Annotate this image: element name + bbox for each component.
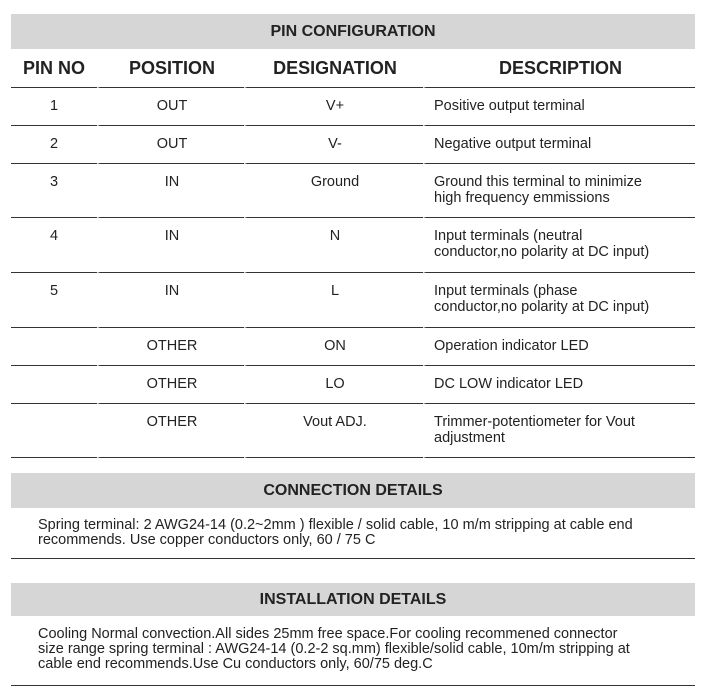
cell-designation <box>244 273 423 328</box>
cell-description <box>423 88 695 126</box>
cell-position-text: OTHER <box>146 414 198 430</box>
description-line: Positive output terminal <box>434 98 585 114</box>
cell-pin-no-text: 2 <box>49 136 59 152</box>
cell-position <box>97 126 244 164</box>
cell-designation <box>244 218 423 273</box>
installation-line: cable end recommends.Use Cu conductors only, 60/75 deg.C <box>38 656 433 672</box>
table-row <box>11 273 695 328</box>
description-line: Ground this terminal to minimize <box>434 174 642 190</box>
connection-line: Spring terminal: 2 AWG24-14 (0.2~2mm ) flexible / solid cable, 10 m/m stripping at cable end <box>38 517 633 533</box>
description-line: Input terminals (phase <box>434 283 578 299</box>
table-row <box>11 328 695 366</box>
cell-pin-no <box>11 404 97 458</box>
cell-designation-text: V+ <box>325 98 345 114</box>
table-row <box>11 366 695 404</box>
table-header-row <box>11 49 695 88</box>
table-row <box>11 126 695 164</box>
description-line: conductor,no polarity at DC input) <box>434 299 650 315</box>
cell-pin-no <box>11 218 97 273</box>
cell-designation-text: V- <box>328 136 342 152</box>
cell-description <box>423 328 695 366</box>
cell-designation-text: Ground <box>310 174 360 190</box>
cell-position-text: IN <box>164 174 180 190</box>
cell-designation-text: LO <box>325 376 345 392</box>
installation-divider <box>11 685 695 686</box>
pin-configuration-table <box>11 49 695 458</box>
cell-description <box>423 164 695 218</box>
cell-pin-no-text <box>11 404 97 414</box>
connection-details-text <box>38 518 698 548</box>
cell-designation-text: L <box>330 283 340 299</box>
cell-description <box>423 273 695 328</box>
cell-position <box>97 88 244 126</box>
cell-pin-no <box>11 126 97 164</box>
cell-position-text: OUT <box>156 98 188 114</box>
cell-position-text: OTHER <box>146 338 198 354</box>
installation-line: size range spring terminal : AWG24-14 (0.2-2 sq.mm) flexible/solid cable, 10m/m stripping at <box>38 641 630 657</box>
cell-designation <box>244 164 423 218</box>
header-description: DESCRIPTION <box>423 49 695 88</box>
cell-description <box>423 126 695 164</box>
cell-description <box>423 404 695 458</box>
cell-position <box>97 404 244 458</box>
cell-designation-text: ON <box>324 338 346 354</box>
header-pin-no: PIN NO <box>11 49 97 88</box>
cell-pin-no-text: 4 <box>49 228 59 244</box>
cell-designation <box>244 126 423 164</box>
description-line: high frequency emmissions <box>434 190 610 206</box>
connection-details-title <box>11 473 695 508</box>
cell-pin-no-text <box>11 366 97 376</box>
description-line: adjustment <box>434 430 505 446</box>
cell-designation <box>244 88 423 126</box>
header-designation: DESIGNATION <box>244 49 423 88</box>
cell-pin-no-text: 5 <box>49 283 59 299</box>
cell-position-text: OTHER <box>146 376 198 392</box>
description-line: conductor,no polarity at DC input) <box>434 244 650 260</box>
description-line: Trimmer-potentiometer for Vout <box>434 414 635 430</box>
cell-description <box>423 366 695 404</box>
cell-designation-text: Vout ADJ. <box>303 414 367 430</box>
connection-divider <box>11 558 695 559</box>
cell-pin-no <box>11 366 97 404</box>
connection-line: recommends. Use copper conductors only, 60 / 75 C <box>38 532 376 548</box>
cell-position-text: IN <box>164 283 180 299</box>
cell-pin-no <box>11 164 97 218</box>
installation-line: Cooling Normal convection.All sides 25mm free space.For cooling recommened connector <box>38 626 618 642</box>
cell-pin-no <box>11 88 97 126</box>
cell-pin-no-text <box>11 328 97 338</box>
cell-position <box>97 218 244 273</box>
header-position: POSITION <box>97 49 244 88</box>
installation-details-title <box>11 583 695 616</box>
table-row <box>11 404 695 458</box>
installation-details-text <box>38 627 698 672</box>
connection-details-title-text: CONNECTION DETAILS <box>263 481 443 499</box>
cell-designation <box>244 366 423 404</box>
pin-configuration-title-text: PIN CONFIGURATION <box>270 22 436 40</box>
cell-designation <box>244 328 423 366</box>
cell-position <box>97 366 244 404</box>
cell-pin-no <box>11 273 97 328</box>
cell-designation-text: N <box>329 228 341 244</box>
installation-details-title-text: INSTALLATION DETAILS <box>259 590 447 608</box>
cell-position-text: OUT <box>156 136 188 152</box>
description-line: Input terminals (neutral <box>434 228 583 244</box>
description-line: DC LOW indicator LED <box>434 376 584 392</box>
pin-rows <box>11 88 695 458</box>
cell-position <box>97 273 244 328</box>
table-row <box>11 164 695 218</box>
pin-configuration-title <box>11 14 695 49</box>
cell-description <box>423 218 695 273</box>
cell-position-text: IN <box>164 228 180 244</box>
table-row <box>11 88 695 126</box>
cell-position <box>97 164 244 218</box>
cell-designation <box>244 404 423 458</box>
cell-pin-no-text: 1 <box>49 98 59 114</box>
table-row <box>11 218 695 273</box>
cell-pin-no <box>11 328 97 366</box>
description-line: Negative output terminal <box>434 136 592 152</box>
description-line: Operation indicator LED <box>434 338 589 354</box>
cell-pin-no-text: 3 <box>49 174 59 190</box>
cell-position <box>97 328 244 366</box>
